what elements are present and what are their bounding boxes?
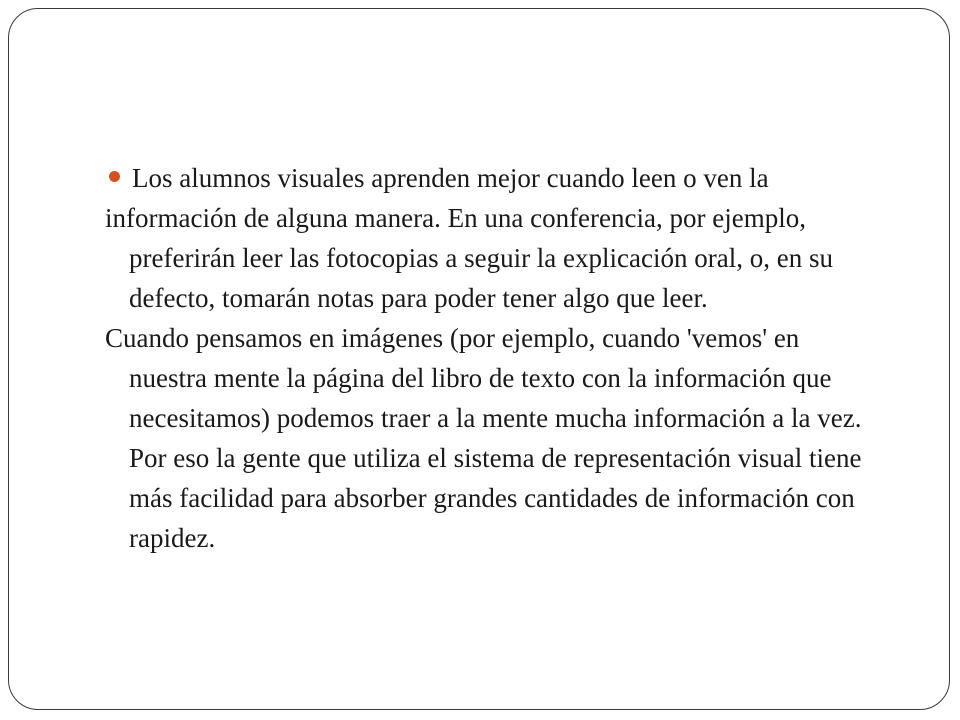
slide-body: [105, 158, 865, 558]
bullet-text: Los alumnos visuales aprenden mejor cuando leen o ven la: [132, 163, 769, 193]
bullet-item: [105, 158, 865, 198]
bullet-dot-icon: [109, 171, 120, 182]
paragraph-1: información de alguna manera. En una conferencia, por ejemplo, preferirán leer las fotocopias a seguir la explicación oral, o, en su defecto, tomarán notas para poder tener algo que leer.: [105, 203, 833, 313]
paragraph-2: Cuando pensamos en imágenes (por ejemplo, cuando 'vemos' en nuestra mente la página del libro de texto con la información que necesitamos) podemos traer a la mente mucha información a la vez. Por eso la gente que utiliza el sistema de representación visual tiene más facilidad para absorber grandes cantidades de información con rapidez.: [105, 323, 862, 553]
